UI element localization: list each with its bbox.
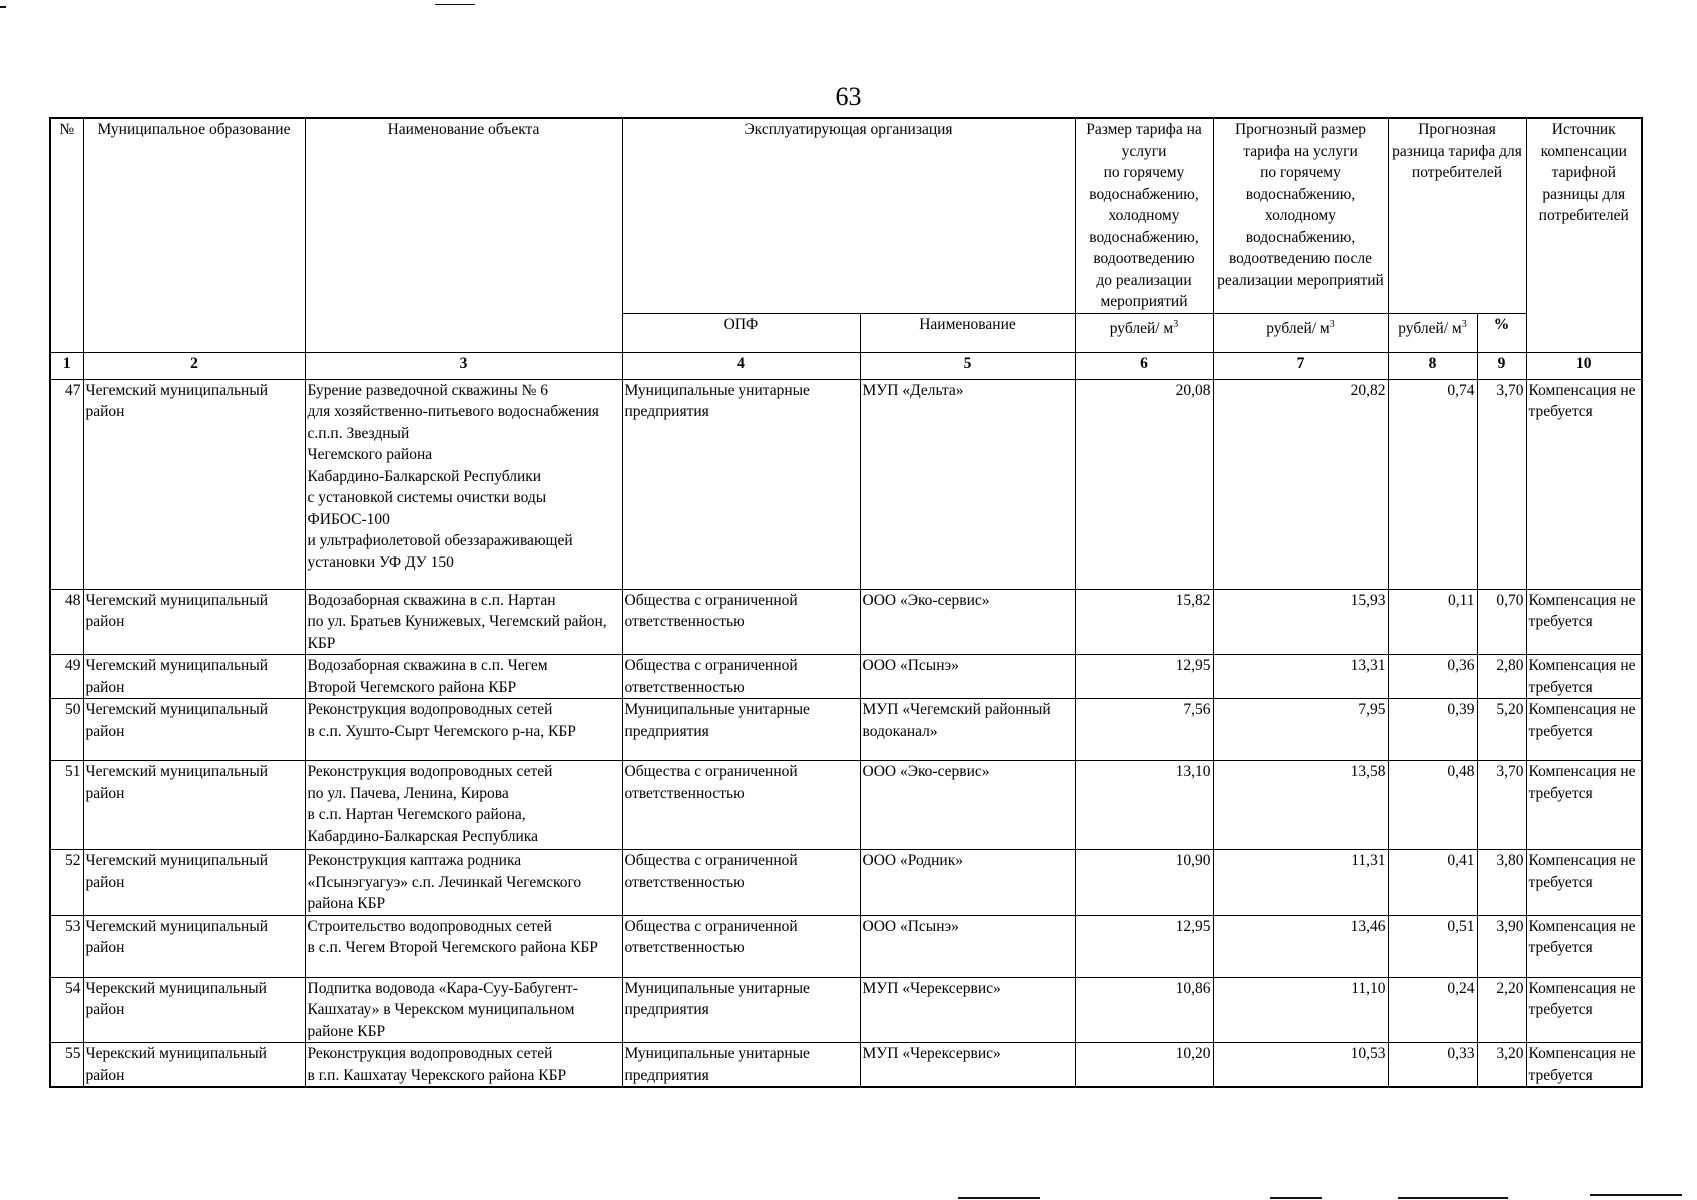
row-percent: 3,90 xyxy=(1477,915,1526,977)
row-org: ООО «Эко-сервис» xyxy=(860,589,1075,655)
row-tariff-before: 10,90 xyxy=(1075,850,1213,916)
header-compensation-source: Источник компенсации тарифной разницы для потребителей xyxy=(1526,118,1642,352)
column-number: 8 xyxy=(1388,352,1477,379)
row-difference: 0,24 xyxy=(1388,977,1477,1043)
row-compensation: Компенсация не требуется xyxy=(1526,1043,1642,1088)
row-tariff-after: 20,82 xyxy=(1213,379,1388,589)
row-municipality: Чегемский муниципальный район xyxy=(83,589,305,655)
unit-label: рублей/ м xyxy=(1109,319,1174,337)
row-percent: 2,20 xyxy=(1477,977,1526,1043)
row-compensation: Компенсация не требуется xyxy=(1526,915,1642,977)
row-difference: 0,74 xyxy=(1388,379,1477,589)
column-number: 4 xyxy=(622,352,860,379)
row-difference: 0,11 xyxy=(1388,589,1477,655)
header-unit-before xyxy=(1075,313,1213,352)
row-percent: 3,80 xyxy=(1477,850,1526,916)
row-percent: 3,20 xyxy=(1477,1043,1526,1088)
row-opf: Общества с ограниченной ответственностью xyxy=(622,850,860,916)
header-tariff-after: Прогнозный размер тарифа на услуги по горячему водоснабжению, холодному водоснабжению, водоотведению после реализации мероприятий xyxy=(1213,118,1388,313)
row-compensation: Компенсация не требуется xyxy=(1526,655,1642,699)
header-unit-after xyxy=(1213,313,1388,352)
row-object: Реконструкция водопроводных сетей по ул. Пачева, Ленина, Кирова в с.п. Нартан Чегемского района, Кабардино-Балкарская Республика xyxy=(305,761,622,850)
row-number: 49 xyxy=(50,655,83,699)
row-compensation: Компенсация не требуется xyxy=(1526,379,1642,589)
column-number: 3 xyxy=(305,352,622,379)
column-number: 10 xyxy=(1526,352,1642,379)
row-object: Реконструкция каптажа родника «Псынэгуагуэ» с.п. Лечинкай Чегемского района КБР xyxy=(305,850,622,916)
row-tariff-before: 12,95 xyxy=(1075,915,1213,977)
row-opf: Общества с ограниченной ответственностью xyxy=(622,915,860,977)
row-opf: Общества с ограниченной ответственностью xyxy=(622,589,860,655)
row-tariff-before: 20,08 xyxy=(1075,379,1213,589)
unit-superscript: 3 xyxy=(1461,318,1467,330)
row-municipality: Чегемский муниципальный район xyxy=(83,850,305,916)
table-row xyxy=(50,379,1642,589)
row-object: Реконструкция водопроводных сетей в с.п. Хушто-Сырт Чегемского р-на, КБР xyxy=(305,699,622,761)
row-opf: Общества с ограниченной ответственностью xyxy=(622,761,860,850)
row-compensation: Компенсация не требуется xyxy=(1526,977,1642,1043)
row-org: ООО «Псынэ» xyxy=(860,915,1075,977)
scan-mark-bottom-2 xyxy=(1270,1197,1322,1199)
row-tariff-after: 13,58 xyxy=(1213,761,1388,850)
row-object: Водозаборная скважина в с.п. Нартан по ул. Братьев Кунижевых, Чегемский район, КБР xyxy=(305,589,622,655)
table-row xyxy=(50,1043,1642,1088)
header-unit-pct: % xyxy=(1477,313,1526,352)
header-operator: Эксплуатирующая организация xyxy=(622,118,1075,313)
row-compensation: Компенсация не требуется xyxy=(1526,589,1642,655)
row-org: МУП «Чегемский районный водоканал» xyxy=(860,699,1075,761)
header-object-name: Наименование объекта xyxy=(305,118,622,352)
row-org: МУП «Дельта» xyxy=(860,379,1075,589)
row-number: 55 xyxy=(50,1043,83,1088)
scan-mark-bottom-3 xyxy=(1398,1197,1508,1199)
row-opf: Общества с ограниченной ответственностью xyxy=(622,655,860,699)
row-tariff-after: 10,53 xyxy=(1213,1043,1388,1088)
row-compensation: Компенсация не требуется xyxy=(1526,699,1642,761)
row-compensation: Компенсация не требуется xyxy=(1526,761,1642,850)
row-tariff-before: 13,10 xyxy=(1075,761,1213,850)
row-tariff-before: 10,20 xyxy=(1075,1043,1213,1088)
row-tariff-before: 7,56 xyxy=(1075,699,1213,761)
column-number: 6 xyxy=(1075,352,1213,379)
column-number: 5 xyxy=(860,352,1075,379)
header-unit-diff xyxy=(1388,313,1477,352)
row-tariff-before: 15,82 xyxy=(1075,589,1213,655)
row-number: 50 xyxy=(50,699,83,761)
row-percent: 5,20 xyxy=(1477,699,1526,761)
row-municipality: Черекский муниципальный район xyxy=(83,977,305,1043)
row-tariff-before: 12,95 xyxy=(1075,655,1213,699)
row-number: 47 xyxy=(50,379,83,589)
row-object: Водозаборная скважина в с.п. Чегем Второй Чегемского района КБР xyxy=(305,655,622,699)
column-number: 1 xyxy=(50,352,83,379)
row-tariff-after: 15,93 xyxy=(1213,589,1388,655)
row-difference: 0,41 xyxy=(1388,850,1477,916)
unit-superscript: 3 xyxy=(1329,318,1335,330)
table-row xyxy=(50,915,1642,977)
row-percent: 2,80 xyxy=(1477,655,1526,699)
row-object: Строительство водопроводных сетей в с.п. Чегем Второй Чегемского района КБР xyxy=(305,915,622,977)
row-difference: 0,39 xyxy=(1388,699,1477,761)
row-number: 52 xyxy=(50,850,83,916)
row-opf: Муниципальные унитарные предприятия xyxy=(622,977,860,1043)
column-number: 7 xyxy=(1213,352,1388,379)
row-municipality: Черекский муниципальный район xyxy=(83,1043,305,1088)
table-row xyxy=(50,761,1642,850)
row-tariff-after: 13,31 xyxy=(1213,655,1388,699)
row-municipality: Чегемский муниципальный район xyxy=(83,379,305,589)
row-number: 53 xyxy=(50,915,83,977)
row-number: 51 xyxy=(50,761,83,850)
scan-mark-top xyxy=(435,4,475,5)
row-number: 54 xyxy=(50,977,83,1043)
table-row xyxy=(50,699,1642,761)
header-opf: ОПФ xyxy=(622,313,860,352)
scan-mark-top-left xyxy=(0,6,6,8)
row-org: МУП «Черексервис» xyxy=(860,1043,1075,1088)
row-number: 48 xyxy=(50,589,83,655)
row-percent: 3,70 xyxy=(1477,379,1526,589)
row-tariff-after: 11,31 xyxy=(1213,850,1388,916)
page-number: 63 xyxy=(835,82,862,111)
header-no: № xyxy=(50,118,83,352)
column-number: 2 xyxy=(83,352,305,379)
row-opf: Муниципальные унитарные предприятия xyxy=(622,699,860,761)
unit-label: рублей/ м xyxy=(1398,319,1462,337)
row-difference: 0,51 xyxy=(1388,915,1477,977)
row-percent: 0,70 xyxy=(1477,589,1526,655)
row-municipality: Чегемский муниципальный район xyxy=(83,761,305,850)
row-org: МУП «Черексервис» xyxy=(860,977,1075,1043)
header-municipality: Муниципальное образование xyxy=(83,118,305,352)
header-name: Наименование xyxy=(860,313,1075,352)
row-municipality: Чегемский муниципальный район xyxy=(83,915,305,977)
row-percent: 3,70 xyxy=(1477,761,1526,850)
row-tariff-before: 10,86 xyxy=(1075,977,1213,1043)
table-row xyxy=(50,655,1642,699)
row-object: Бурение разведочной скважины № 6 для хозяйственно-питьевого водоснабжения с.п.п. Звездный Чегемского района Кабардино-Балкарской Республики с установкой системы очистки воды ФИБОС-100 и ультрафиолетовой обеззараживающей установки УФ ДУ 150 xyxy=(305,379,622,589)
row-tariff-after: 11,10 xyxy=(1213,977,1388,1043)
row-opf: Муниципальные унитарные предприятия xyxy=(622,379,860,589)
column-number: 9 xyxy=(1477,352,1526,379)
row-difference: 0,48 xyxy=(1388,761,1477,850)
row-org: ООО «Эко-сервис» xyxy=(860,761,1075,850)
scan-mark-bottom-4 xyxy=(1590,1194,1682,1196)
table-row xyxy=(50,977,1642,1043)
row-org: ООО «Родник» xyxy=(860,850,1075,916)
unit-superscript: 3 xyxy=(1173,318,1179,330)
scan-mark-bottom-1 xyxy=(958,1197,1040,1199)
table-row xyxy=(50,850,1642,916)
row-object: Подпитка водовода «Кара-Суу-Бабугент-Кашхатау» в Черекском муниципальном районе КБР xyxy=(305,977,622,1043)
row-object: Реконструкция водопроводных сетей в г.п. Кашхатау Черекского района КБР xyxy=(305,1043,622,1088)
row-difference: 0,33 xyxy=(1388,1043,1477,1088)
row-org: ООО «Псынэ» xyxy=(860,655,1075,699)
row-municipality: Чегемский муниципальный район xyxy=(83,655,305,699)
row-tariff-after: 7,95 xyxy=(1213,699,1388,761)
tariff-table xyxy=(49,117,1643,1088)
header-difference: Прогнозная разница тарифа для потребителей xyxy=(1388,118,1526,313)
unit-label: рублей/ м xyxy=(1266,319,1330,337)
row-opf: Муниципальные унитарные предприятия xyxy=(622,1043,860,1088)
row-compensation: Компенсация не требуется xyxy=(1526,850,1642,916)
table-row xyxy=(50,589,1642,655)
row-municipality: Чегемский муниципальный район xyxy=(83,699,305,761)
header-tariff-before: Размер тарифа на услуги по горячему водоснабжению, холодному водоснабжению, водоотведению до реализации мероприятий xyxy=(1075,118,1213,313)
row-tariff-after: 13,46 xyxy=(1213,915,1388,977)
row-difference: 0,36 xyxy=(1388,655,1477,699)
